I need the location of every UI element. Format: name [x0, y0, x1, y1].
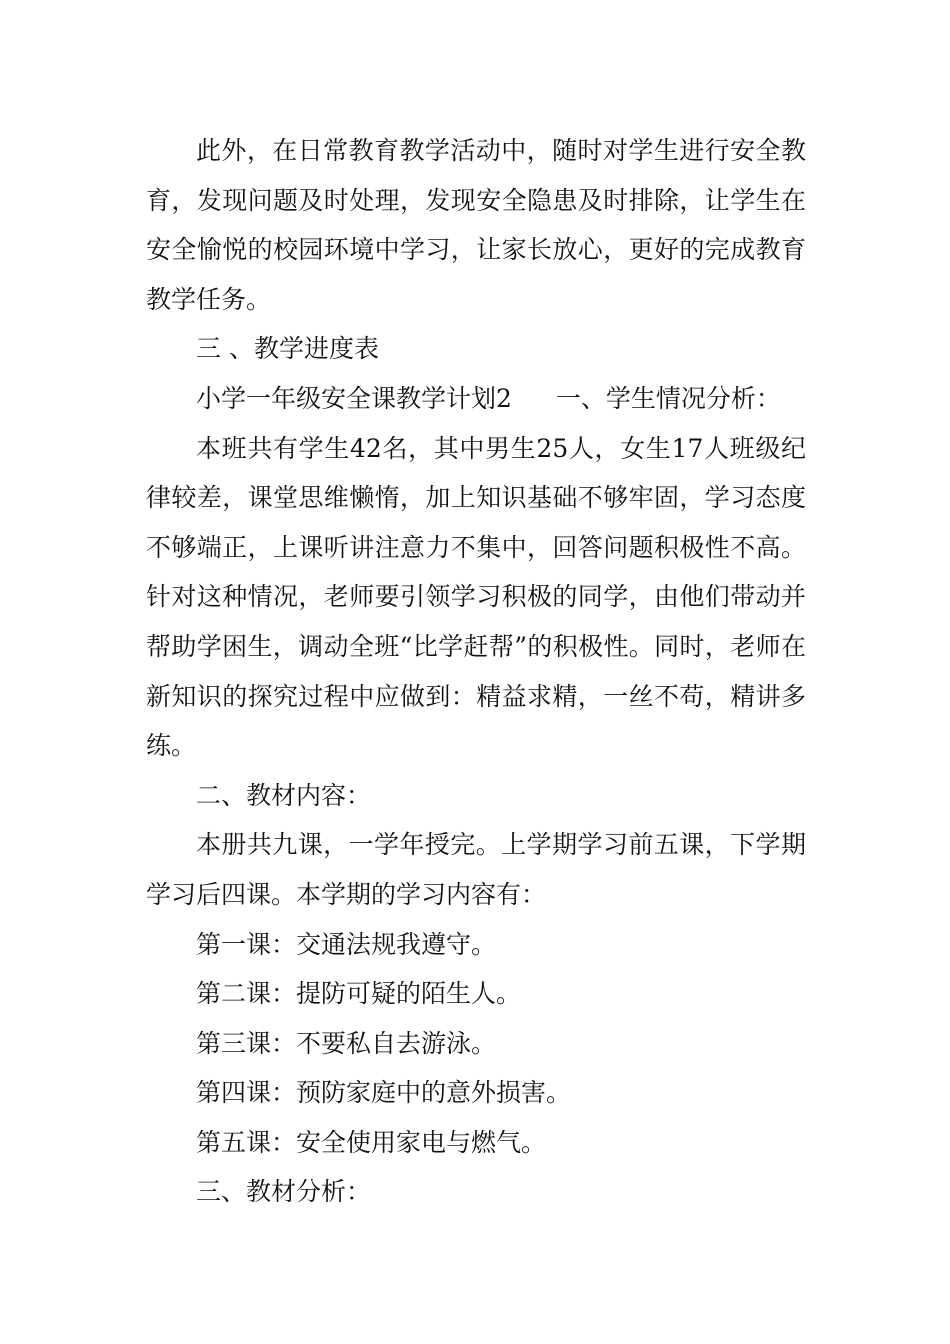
paragraph-safety-education: 此外，在日常教育教学活动中，随时对学生进行安全教育，发现问题及时处理，发现安全隐患及时排除，让学生在安全愉悦的校园环境中学习，让家长放心，更好的完成教育教学任务。 — [146, 136, 806, 314]
lesson-item-2: 第二课：提防可疑的陌生人。 — [196, 979, 522, 1009]
paragraph-textbook-content: 本册共九课，一学年授完。上学期学习前五课，下学期学习后四课。本学期的学习内容有： — [146, 830, 806, 909]
heading-teaching-schedule: 三 、教学进度表 — [196, 334, 379, 364]
heading-plan-title — [146, 374, 806, 424]
lesson-item-5: 第五课：安全使用家电与燃气。 — [196, 1127, 547, 1157]
heading-textbook-analysis: 三、教材分析： — [196, 1177, 372, 1207]
lesson-item-3: 第三课：不要私自去游泳。 — [196, 1028, 497, 1058]
paragraph-student-analysis: 本班共有学生42名，其中男生25人，女生17人班级纪律较差，课堂思维懒惰，加上知识基础不够牢固，学习态度不够端正，上课听讲注意力不集中，回答问题积极性不高。针对这种情况，老师要引领学习积极的同学，由他们带动并帮助学困生，调动全班“比学赶帮”的积极性。同时，老师在新知识的探究过程中应做到：精益求精，一丝不苟，精讲多练。 — [146, 433, 806, 761]
heading-textbook-content: 二、教材内容： — [196, 780, 372, 810]
lesson-item-1: 第一课：交通法规我遵守。 — [196, 929, 497, 959]
lesson-item-4: 第四课：预防家庭中的意外损害。 — [196, 1078, 572, 1108]
document-body — [146, 126, 806, 1217]
heading-student-analysis: 一、学生情况分析： — [555, 383, 781, 413]
plan-title: 小学一年级安全课教学计划2 — [196, 383, 512, 413]
